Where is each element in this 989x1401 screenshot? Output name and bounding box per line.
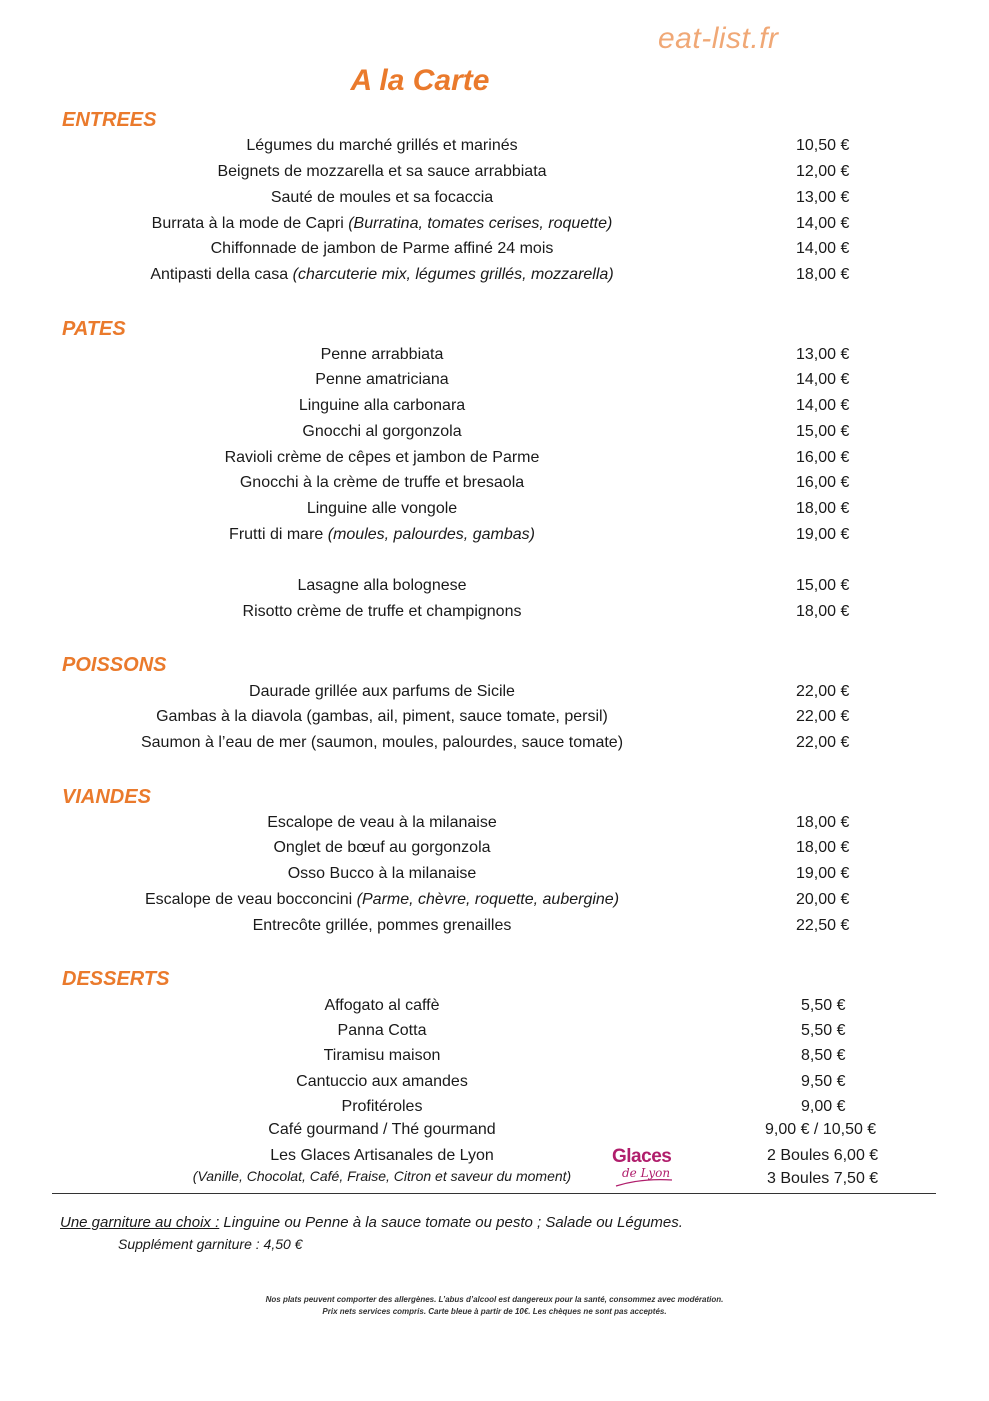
menu-item: Entrecôte grillée, pommes grenailles 22,50 €	[0, 914, 989, 938]
item-price: 22,00 €	[796, 708, 850, 725]
menu-item: Osso Bucco à la milanaise 19,00 €	[0, 862, 989, 886]
logo-swoosh-icon	[612, 1146, 674, 1190]
item-price: 9,00 €	[801, 1098, 846, 1115]
item-price: 5,50 €	[801, 997, 846, 1014]
item-price: 14,00 €	[796, 215, 850, 232]
item-price: 19,00 €	[796, 865, 850, 882]
menu-item: Gnocchi al gorgonzola 15,00 €	[0, 420, 989, 444]
glaces-flavours: (Vanille, Chocolat, Café, Fraise, Citron et saveur du moment)	[192, 1168, 572, 1184]
item-price: 2 Boules 6,00 €	[767, 1147, 879, 1164]
menu-item: Cantuccio aux amandes 9,50 €	[0, 1070, 989, 1094]
divider	[52, 1193, 936, 1194]
item-price: 13,00 €	[796, 346, 850, 363]
menu-item: Beignets de mozzarella et sa sauce arrabbiata 12,00 €	[0, 160, 989, 184]
item-price: 18,00 €	[796, 266, 850, 283]
footer-payment: Prix nets services compris. Carte bleue à partir de 10€. Les chèques ne sont pas acceptés.	[322, 1307, 667, 1316]
page-title: A la Carte	[350, 64, 490, 97]
menu-item: Gnocchi à la crème de truffe et bresaola 16,00 €	[0, 471, 989, 495]
menu-item: Légumes du marché grillés et marinés 10,50 €	[0, 134, 989, 158]
item-price: 22,50 €	[796, 917, 850, 934]
menu-item: Linguine alla carbonara 14,00 €	[0, 394, 989, 418]
item-price: 18,00 €	[796, 500, 850, 517]
menu-item: Penne amatriciana 14,00 €	[0, 368, 989, 392]
item-price: 20,00 €	[796, 891, 850, 908]
glaces-de-lyon-logo: Glaces de Lyon	[612, 1146, 674, 1190]
item-price: 14,00 €	[796, 397, 850, 414]
garniture-label: Une garniture au choix :	[60, 1214, 220, 1231]
item-price: 22,00 €	[796, 734, 850, 751]
menu-item: Onglet de bœuf au gorgonzola 18,00 €	[0, 836, 989, 860]
menu-item: Affogato al caffè 5,50 €	[0, 994, 989, 1018]
item-price: 15,00 €	[796, 423, 850, 440]
menu-item: Profitéroles 9,00 €	[0, 1095, 989, 1119]
item-price: 14,00 €	[796, 240, 850, 257]
menu-item: Lasagne alla bolognese 15,00 €	[0, 574, 989, 598]
item-price: 3 Boules 7,50 €	[767, 1170, 879, 1187]
item-price: 5,50 €	[801, 1022, 846, 1039]
item-price: 22,00 €	[796, 683, 850, 700]
item-price: 12,00 €	[796, 163, 850, 180]
item-price: 9,50 €	[801, 1073, 846, 1090]
menu-item: Chiffonnade de jambon de Parme affiné 24 mois 14,00 €	[0, 237, 989, 261]
item-price: 10,50 €	[796, 137, 850, 154]
item-price: 16,00 €	[796, 474, 850, 491]
menu-item: Saumon à l’eau de mer (saumon, moules, palourdes, sauce tomate) 22,00 €	[0, 731, 989, 755]
item-price: 15,00 €	[796, 577, 850, 594]
item-price: 19,00 €	[796, 526, 850, 543]
section-title: PATES	[62, 318, 126, 340]
item-price: 9,00 € / 10,50 €	[765, 1121, 877, 1138]
section-title: POISSONS	[62, 654, 167, 676]
watermark: eat-list.fr	[658, 22, 779, 55]
menu-item: Gambas à la diavola (gambas, ail, piment, sauce tomate, persil) 22,00 €	[0, 705, 989, 729]
menu-item: Antipasti della casa (charcuterie mix, légumes grillés, mozzarella) 18,00 €	[0, 263, 989, 287]
menu-item: Les Glaces Artisanales de Lyon 2 Boules 6,00 €	[0, 1144, 989, 1168]
menu-item: Ravioli crème de cêpes et jambon de Parme 16,00 €	[0, 446, 989, 470]
menu-item: Escalope de veau à la milanaise 18,00 €	[0, 811, 989, 835]
item-price: 18,00 €	[796, 603, 850, 620]
item-price: 18,00 €	[796, 839, 850, 856]
footer-allergens: Nos plats peuvent comporter des allergènes. L’abus d’alcool est dangereux pour la santé, consommez avec modération.	[265, 1295, 724, 1304]
section-title: DESSERTS	[62, 968, 170, 990]
menu-item: Risotto crème de truffe et champignons 18,00 €	[0, 600, 989, 624]
menu-item: Burrata à la mode de Capri (Burratina, tomates cerises, roquette) 14,00 €	[0, 212, 989, 236]
section-title: VIANDES	[62, 786, 151, 808]
menu-item: Tiramisu maison 8,50 €	[0, 1044, 989, 1068]
garniture-line: Une garniture au choix : Linguine ou Penne à la sauce tomate ou pesto ; Salade ou Légumes.	[60, 1214, 683, 1231]
section-title: ENTREES	[62, 109, 157, 131]
menu-item: Frutti di mare (moules, palourdes, gambas) 19,00 €	[0, 523, 989, 547]
item-price: 14,00 €	[796, 371, 850, 388]
menu-item: Daurade grillée aux parfums de Sicile 22,00 €	[0, 680, 989, 704]
menu-item: Penne arrabbiata 13,00 €	[0, 343, 989, 367]
item-price: 18,00 €	[796, 814, 850, 831]
menu-item: Panna Cotta 5,50 €	[0, 1019, 989, 1043]
menu-item	[0, 1167, 989, 1191]
item-price: 13,00 €	[796, 189, 850, 206]
item-price: 8,50 €	[801, 1047, 846, 1064]
menu-item: Sauté de moules et sa focaccia 13,00 €	[0, 186, 989, 210]
menu-item: Linguine alle vongole 18,00 €	[0, 497, 989, 521]
menu-item: Escalope de veau bocconcini (Parme, chèvre, roquette, aubergine) 20,00 €	[0, 888, 989, 912]
item-price: 16,00 €	[796, 449, 850, 466]
garniture-supplement: Supplément garniture : 4,50 €	[118, 1236, 303, 1252]
menu-item: Café gourmand / Thé gourmand 9,00 € / 10,50 €	[0, 1118, 989, 1142]
